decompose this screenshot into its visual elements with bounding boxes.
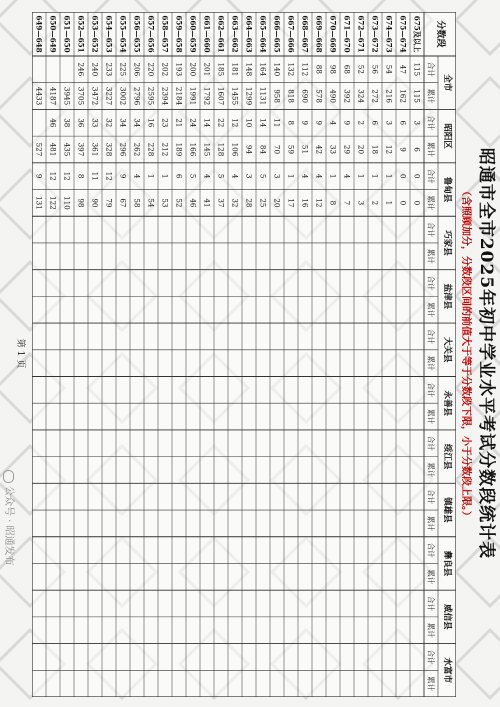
sum-cell: 56 xyxy=(370,64,380,74)
header-cumulative: 累计 xyxy=(426,462,436,478)
score-band-label: 664—663 xyxy=(244,15,254,53)
cumulative-cell: 12 xyxy=(384,144,394,155)
header-sum: 合计 xyxy=(426,435,436,451)
cumulative-cell: 481 xyxy=(48,142,58,157)
cumulative-cell: 1792 xyxy=(202,86,212,106)
sum-cell: 1 xyxy=(384,173,394,179)
header-sum: 合计 xyxy=(426,275,436,291)
header-county: 镇雄县 xyxy=(442,497,452,523)
cumulative-cell: 2595 xyxy=(146,86,156,106)
cumulative-cell: 490 xyxy=(328,89,338,103)
cumulative-cell: 79 xyxy=(104,198,114,208)
sum-cell: 8 xyxy=(76,173,86,179)
score-band-label: 655—654 xyxy=(118,15,128,53)
cumulative-cell: 115 xyxy=(412,89,422,103)
sum-cell: 22 xyxy=(216,118,226,128)
cumulative-cell: 7 xyxy=(342,200,352,206)
sum-cell: 12 xyxy=(104,171,114,181)
sum-cell: 8 xyxy=(286,120,296,126)
sum-cell: 202 xyxy=(160,62,170,77)
cumulative-cell: 46 xyxy=(188,198,198,208)
sum-cell: 233 xyxy=(104,62,114,77)
score-band-label: 657—656 xyxy=(146,15,156,53)
sum-cell: 4 xyxy=(328,120,338,126)
cumulative-cell: 106 xyxy=(230,142,240,157)
cumulative-cell: 41 xyxy=(202,198,212,208)
cumulative-cell: 189 xyxy=(174,142,184,157)
sum-cell: 5 xyxy=(188,173,198,179)
header-cumulative: 累计 xyxy=(426,88,436,104)
wechat-attribution xyxy=(3,470,18,566)
sum-cell: 6 xyxy=(370,120,380,126)
sum-cell: 240 xyxy=(90,62,100,77)
score-band-label: 662—661 xyxy=(216,15,226,53)
sum-cell: 1 xyxy=(160,173,170,179)
cumulative-cell: 578 xyxy=(314,89,324,103)
cumulative-cell: 216 xyxy=(384,89,394,103)
cumulative-cell: 2 xyxy=(370,200,380,206)
cumulative-cell: 262 xyxy=(132,142,142,157)
sum-cell: 4 xyxy=(202,173,212,179)
cumulative-cell: 0 xyxy=(412,200,422,206)
score-band-label: 672—671 xyxy=(356,15,366,53)
cumulative-cell: 12 xyxy=(314,198,324,208)
cumulative-cell: 29 xyxy=(342,144,352,155)
cumulative-cell: 435 xyxy=(62,142,72,157)
cumulative-cell: 52 xyxy=(174,198,184,208)
cumulative-cell: 98 xyxy=(76,198,86,208)
sum-cell: 2 xyxy=(356,120,366,126)
cumulative-cell: 328 xyxy=(104,142,114,157)
score-band-label: 659—658 xyxy=(174,15,184,53)
cumulative-cell: 527 xyxy=(34,142,44,157)
score-band-label: 663—662 xyxy=(230,15,240,53)
header-county: 威信县 xyxy=(442,604,452,630)
header-county: 盐津县 xyxy=(442,283,452,310)
cumulative-cell: 3472 xyxy=(90,86,100,106)
sum-cell: 38 xyxy=(62,118,72,128)
sum-cell: 21 xyxy=(174,118,184,128)
header-county: 大关县 xyxy=(442,337,452,363)
cumulative-cell: 16 xyxy=(300,198,310,208)
sum-cell: 14 xyxy=(202,118,212,128)
sum-cell: 201 xyxy=(202,62,212,77)
sum-cell: 68 xyxy=(342,64,352,74)
header-sum: 合计 xyxy=(426,542,436,558)
sum-cell: 9 xyxy=(314,120,324,126)
sum-cell: 5 xyxy=(216,173,226,179)
header-county: 昭阳区 xyxy=(442,123,452,149)
sum-cell: 11 xyxy=(272,118,282,128)
sum-cell: 3 xyxy=(412,120,422,126)
cumulative-cell: 1991 xyxy=(188,86,198,106)
cumulative-cell: 361 xyxy=(90,142,100,157)
sum-cell: 132 xyxy=(286,62,296,77)
cumulative-cell: 166 xyxy=(188,142,198,157)
cumulative-cell: 4433 xyxy=(34,86,44,106)
cumulative-cell: 84 xyxy=(258,144,268,155)
sum-cell: 1 xyxy=(370,173,380,179)
sum-cell: 200 xyxy=(188,62,198,77)
score-band-label: 660—659 xyxy=(188,15,198,53)
score-band-label: 671—670 xyxy=(342,15,352,53)
header-county: 巧家县 xyxy=(442,230,452,256)
score-band-label: 674—673 xyxy=(384,15,394,53)
sum-cell: 52 xyxy=(356,64,366,74)
sum-cell: 9 xyxy=(300,120,310,126)
cumulative-cell: 53 xyxy=(160,198,170,208)
header-sum: 合计 xyxy=(426,382,436,398)
sum-cell: 206 xyxy=(132,62,142,77)
cumulative-cell: 58 xyxy=(132,198,142,208)
page-number: 第 1 页 xyxy=(15,338,25,369)
cumulative-cell: 9 xyxy=(398,147,408,152)
header-cumulative: 累计 xyxy=(426,515,436,531)
header-sum: 合计 xyxy=(426,61,436,77)
cumulative-cell: 212 xyxy=(160,142,170,157)
header-county: 水富市 xyxy=(442,657,452,684)
sum-cell: 4 xyxy=(314,173,324,179)
sum-cell: 24 xyxy=(188,118,198,128)
header-cumulative: 累计 xyxy=(426,622,436,638)
cumulative-cell: 1 xyxy=(384,200,394,206)
header-cumulative: 累计 xyxy=(426,409,436,425)
cumulative-cell: 32 xyxy=(230,198,240,208)
header-county: 绥江县 xyxy=(442,443,452,470)
sum-cell: 3 xyxy=(272,173,282,179)
cumulative-cell: 2184 xyxy=(174,86,184,106)
sum-cell: 47 xyxy=(398,64,408,74)
sum-cell: 54 xyxy=(384,64,394,74)
sum-cell: 0 xyxy=(412,173,422,179)
cumulative-cell: 2796 xyxy=(132,86,142,106)
score-band-label: 649—648 xyxy=(34,15,44,53)
cumulative-cell: 3 xyxy=(356,200,366,206)
sum-cell: 1 xyxy=(286,173,296,179)
header-cumulative: 累计 xyxy=(426,248,436,264)
sum-cell: 9 xyxy=(342,120,352,126)
cumulative-cell: 690 xyxy=(300,89,310,103)
sum-cell: 3 xyxy=(244,173,254,179)
cumulative-cell: 397 xyxy=(76,142,86,157)
score-band-label: 654—653 xyxy=(104,15,114,53)
score-distribution-table xyxy=(32,12,456,697)
cumulative-cell: 3002 xyxy=(118,86,128,106)
score-band-label: 665—664 xyxy=(258,15,268,53)
sum-cell: 9 xyxy=(118,173,128,179)
cumulative-cell: 37 xyxy=(216,198,226,208)
cumulative-cell: 1131 xyxy=(258,86,268,106)
sum-cell: 10 xyxy=(244,118,254,128)
score-band-label: 669—668 xyxy=(314,15,324,53)
sum-cell: 12 xyxy=(62,171,72,181)
cumulative-cell: 94 xyxy=(244,144,254,155)
header-sum: 合计 xyxy=(426,649,436,665)
header-cumulative: 累计 xyxy=(426,302,436,318)
score-band-label: 658—657 xyxy=(160,15,170,53)
wechat-account-label: 公众号 · 昭通发布 xyxy=(3,486,14,566)
header-sum: 合计 xyxy=(426,115,436,131)
sum-cell: 98 xyxy=(328,64,338,74)
header-county: 永善县 xyxy=(442,390,452,416)
sum-cell: 185 xyxy=(216,62,226,77)
header-sum: 合计 xyxy=(426,222,436,238)
sum-cell: 0 xyxy=(398,173,408,179)
sum-cell: 9 xyxy=(34,173,44,179)
sum-cell: 46 xyxy=(48,118,58,128)
sum-cell: 14 xyxy=(258,118,268,128)
header-score-band: 分数段 xyxy=(435,20,445,48)
score-band-label: 666—665 xyxy=(272,15,282,53)
cumulative-cell: 1455 xyxy=(230,86,240,106)
cumulative-cell: 128 xyxy=(216,142,226,157)
score-band-label: 670—669 xyxy=(328,15,338,53)
sum-cell: 34 xyxy=(118,118,128,128)
header-sum: 合计 xyxy=(426,328,436,344)
wechat-icon xyxy=(4,470,15,483)
sum-cell: 164 xyxy=(258,62,268,77)
sum-cell: 33 xyxy=(90,118,100,128)
cumulative-cell: 3705 xyxy=(76,86,86,106)
header-county: 彝良县 xyxy=(442,550,452,577)
score-band-label: 667—666 xyxy=(286,15,296,53)
score-band-label: 675—674 xyxy=(398,15,408,53)
cumulative-cell: 122 xyxy=(48,196,58,210)
sum-cell: 1 xyxy=(328,173,338,179)
cumulative-cell: 18 xyxy=(370,144,380,155)
header-cumulative: 累计 xyxy=(426,141,436,157)
header-sum: 合计 xyxy=(426,168,436,184)
cumulative-cell: 51 xyxy=(300,144,310,155)
cumulative-cell: 228 xyxy=(146,142,156,157)
sum-cell: 140 xyxy=(272,62,282,77)
header-cumulative: 累计 xyxy=(426,569,436,585)
cumulative-cell: 59 xyxy=(286,144,296,155)
cumulative-cell: 162 xyxy=(398,89,408,103)
cumulative-cell: 42 xyxy=(314,144,324,155)
header-sum: 合计 xyxy=(426,596,436,612)
cumulative-cell: 54 xyxy=(146,198,156,208)
cumulative-cell: 90 xyxy=(90,198,100,208)
score-band-label: 673—672 xyxy=(370,15,380,53)
sum-cell: 1 xyxy=(146,173,156,179)
cumulative-cell: 0 xyxy=(398,200,408,206)
cumulative-cell: 3945 xyxy=(62,86,72,106)
cumulative-cell: 145 xyxy=(202,142,212,157)
sum-cell: 112 xyxy=(300,62,310,77)
sum-cell: 12 xyxy=(48,171,58,181)
sum-cell: 36 xyxy=(76,118,86,128)
cumulative-cell: 131 xyxy=(34,196,44,210)
score-band-label: 656—655 xyxy=(132,15,142,53)
sum-cell: 34 xyxy=(132,118,142,128)
sum-cell: 3 xyxy=(384,120,394,126)
sum-cell: 6 xyxy=(174,173,184,179)
table-background xyxy=(32,12,456,697)
sum-cell: 16 xyxy=(146,118,156,128)
cumulative-cell: 25 xyxy=(258,198,268,208)
sum-cell: 225 xyxy=(118,62,128,77)
sum-cell: 6 xyxy=(398,120,408,126)
sum-cell: 32 xyxy=(104,118,114,128)
cumulative-cell: 958 xyxy=(272,89,282,103)
sum-cell: 1 xyxy=(356,173,366,179)
header-county: 鲁甸县 xyxy=(442,176,452,203)
header-cumulative: 累计 xyxy=(426,355,436,371)
cumulative-cell: 8 xyxy=(328,200,338,206)
cumulative-cell: 28 xyxy=(244,198,254,208)
sum-cell: 220 xyxy=(146,62,156,77)
score-band-label: 668—667 xyxy=(300,15,310,53)
cumulative-cell: 324 xyxy=(356,89,366,103)
sum-cell: 12 xyxy=(230,118,240,128)
header-cumulative: 累计 xyxy=(426,676,436,692)
cumulative-cell: 272 xyxy=(370,89,380,103)
score-band-label: 653—652 xyxy=(90,15,100,53)
cumulative-cell: 70 xyxy=(272,144,282,155)
cumulative-cell: 20 xyxy=(356,144,366,155)
cumulative-cell: 3227 xyxy=(104,86,114,106)
sum-cell: 23 xyxy=(160,118,170,128)
sum-cell: 4 xyxy=(132,173,142,179)
cumulative-cell: 392 xyxy=(342,89,352,103)
sum-cell: 193 xyxy=(174,62,184,77)
cumulative-cell: 1299 xyxy=(244,86,254,106)
document-subtitle: （含照顾加分，分数段区间的前值大于等于分数段下限，小于分数段上限。） xyxy=(460,186,471,521)
document-title: 昭通市全市2025年初中学业水平考试分数段统计表 xyxy=(476,147,496,560)
header-county: 全市 xyxy=(442,74,452,92)
sum-cell: 181 xyxy=(230,62,240,77)
sum-cell: 4 xyxy=(230,173,240,179)
header-sum: 合计 xyxy=(426,489,436,505)
cumulative-cell: 818 xyxy=(286,89,296,103)
cumulative-cell: 6 xyxy=(412,147,422,152)
score-band-label: 651—650 xyxy=(62,15,72,53)
cumulative-cell: 1607 xyxy=(216,86,226,106)
cumulative-cell: 17 xyxy=(286,198,296,208)
cumulative-cell: 2394 xyxy=(160,86,170,106)
sum-cell: 148 xyxy=(244,62,254,77)
cumulative-cell: 20 xyxy=(272,198,282,208)
sum-cell: 88 xyxy=(314,64,324,74)
header-cumulative: 累计 xyxy=(426,195,436,211)
cumulative-cell: 296 xyxy=(118,142,128,157)
sum-cell: 4 xyxy=(342,173,352,179)
cumulative-cell: 110 xyxy=(62,196,72,210)
score-band-label: 652—651 xyxy=(76,15,86,53)
sum-cell: 5 xyxy=(258,173,268,179)
sum-cell: 115 xyxy=(412,62,422,77)
score-band-label: 675及以上 xyxy=(412,15,422,53)
score-band-label: 661—660 xyxy=(202,15,212,53)
cumulative-cell: 33 xyxy=(328,144,338,155)
sum-cell: 11 xyxy=(90,171,100,181)
sum-cell: 246 xyxy=(76,62,86,77)
sum-cell: 4 xyxy=(300,173,310,179)
cumulative-cell: 4187 xyxy=(48,86,58,106)
score-band-label: 650—649 xyxy=(48,15,58,53)
cumulative-cell: 67 xyxy=(118,198,128,208)
